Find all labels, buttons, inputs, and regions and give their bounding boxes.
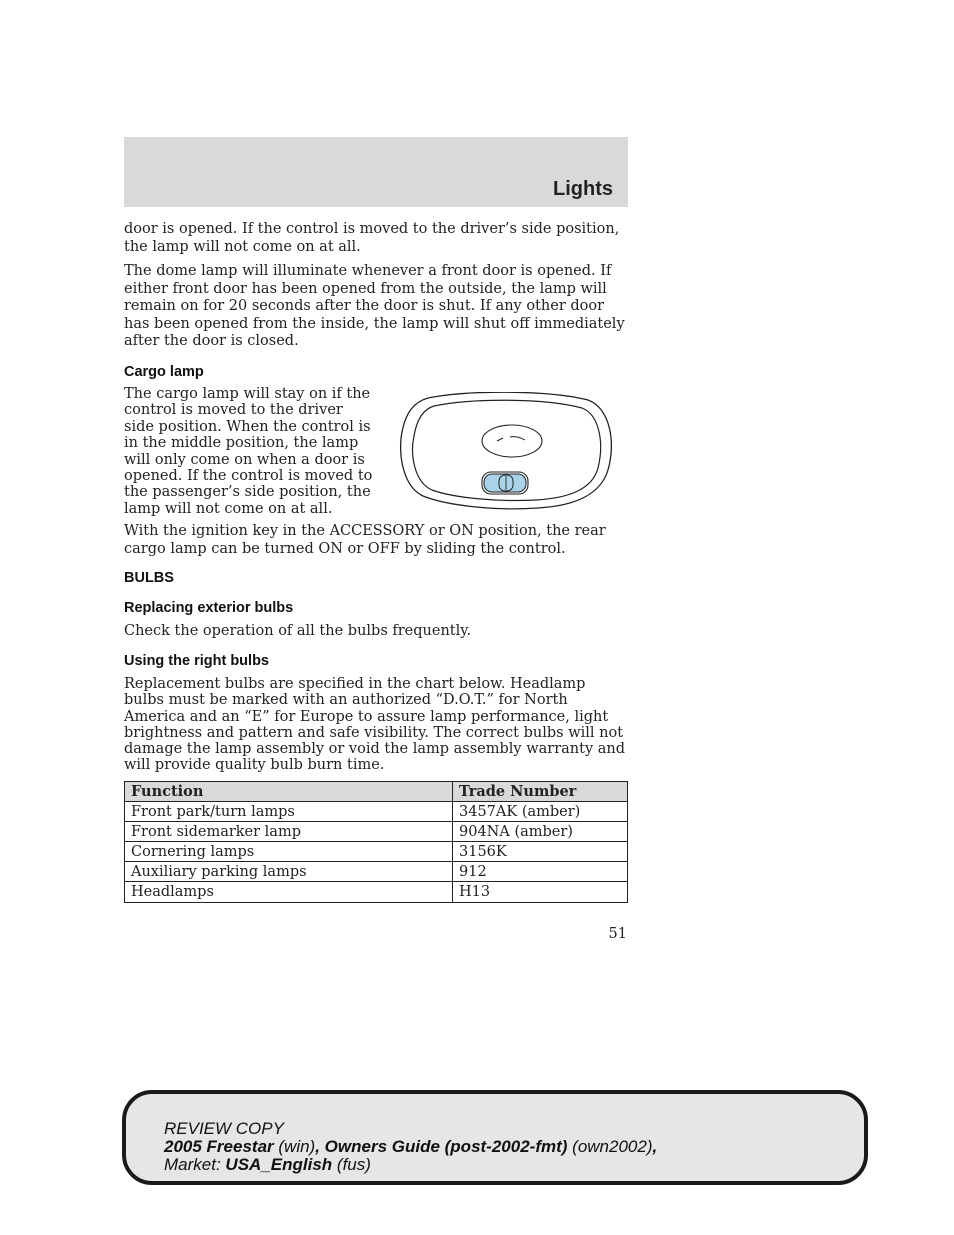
table-cell-function: Auxiliary parking lamps <box>125 862 453 882</box>
table-cell-function: Front sidemarker lamp <box>125 822 453 842</box>
table-cell-trade-number: 3156K <box>453 842 628 862</box>
heading-cargo-lamp: Cargo lamp <box>124 364 204 380</box>
table-cell-trade-number: 904NA (amber) <box>453 822 628 842</box>
paragraph-ignition: With the ignition key in the ACCESSORY or ON position, the rear cargo lamp can be turned ON or OFF by sliding the control. <box>124 523 606 557</box>
footer-market-code: (fus) <box>336 1155 371 1174</box>
footer-market: USA_English <box>225 1155 333 1174</box>
footer-comma: , <box>652 1137 658 1156</box>
footer-model-code: (win) <box>278 1137 316 1156</box>
heading-replacing-exterior-bulbs: Replacing exterior bulbs <box>124 600 294 616</box>
cargo-lamp-switch-illustration <box>398 392 614 510</box>
paragraph-replacement-bulbs: Replacement bulbs are specified in the chart below. Headlamp bulbs must be marked with an authorized “D.O.T.” for North America and an “E” for Europe to assure lamp performance, light brightness and pattern and safe visibility. The correct bulbs will not damage the lamp assembly or void the lamp assembly warranty and will provide quality bulb burn time. <box>124 676 626 774</box>
table-cell-function: Cornering lamps <box>125 842 453 862</box>
footer-model: 2005 Freestar <box>164 1137 274 1156</box>
paragraph-dome-lamp: The dome lamp will illuminate whenever a front door is opened. If either front door has been opened from the outside, the lamp will remain on for 20 seconds after the door is shut. If any other door has been opened from the inside, the lamp will shut off immediately after the door is closed. <box>124 263 625 349</box>
footer-market-label: Market: <box>164 1155 221 1174</box>
table-cell-trade-number: 3457AK (amber) <box>453 802 628 822</box>
section-title: Lights <box>553 178 613 200</box>
table-row <box>125 842 628 862</box>
bulb-table <box>124 781 628 903</box>
table-cell-trade-number: 912 <box>453 862 628 882</box>
footer-guide-code: (own2002) <box>572 1137 653 1156</box>
heading-bulbs: BULBS <box>124 570 174 586</box>
table-header-trade-number: Trade Number <box>453 782 628 802</box>
table-row <box>125 802 628 822</box>
table-row <box>125 882 628 902</box>
paragraph-continued: door is opened. If the control is moved to the driver’s side position, the lamp will not come on at all. <box>124 221 620 255</box>
table-row <box>125 862 628 882</box>
review-copy-footer <box>122 1090 868 1185</box>
paragraph-check-bulbs: Check the operation of all the bulbs frequently. <box>124 623 472 639</box>
paragraph-cargo-lamp: The cargo lamp will stay on if the control is moved to the driver side position. When the control is in the middle position, the lamp will only come on when a door is opened. If the control is moved to the passenger’s side position, the lamp will not come on at all. <box>124 386 373 517</box>
heading-using-right-bulbs: Using the right bulbs <box>124 653 269 669</box>
table-cell-function: Front park/turn lamps <box>125 802 453 822</box>
page-number: 51 <box>608 926 627 942</box>
footer-review-copy: REVIEW COPY <box>164 1119 284 1138</box>
footer-guide: , Owners Guide (post-2002-fmt) <box>315 1137 568 1156</box>
table-cell-function: Headlamps <box>125 882 453 902</box>
table-row <box>125 822 628 842</box>
section-header-band <box>124 137 628 207</box>
table-cell-trade-number: H13 <box>453 882 628 902</box>
table-header-row <box>125 782 628 802</box>
table-header-function: Function <box>125 782 453 802</box>
